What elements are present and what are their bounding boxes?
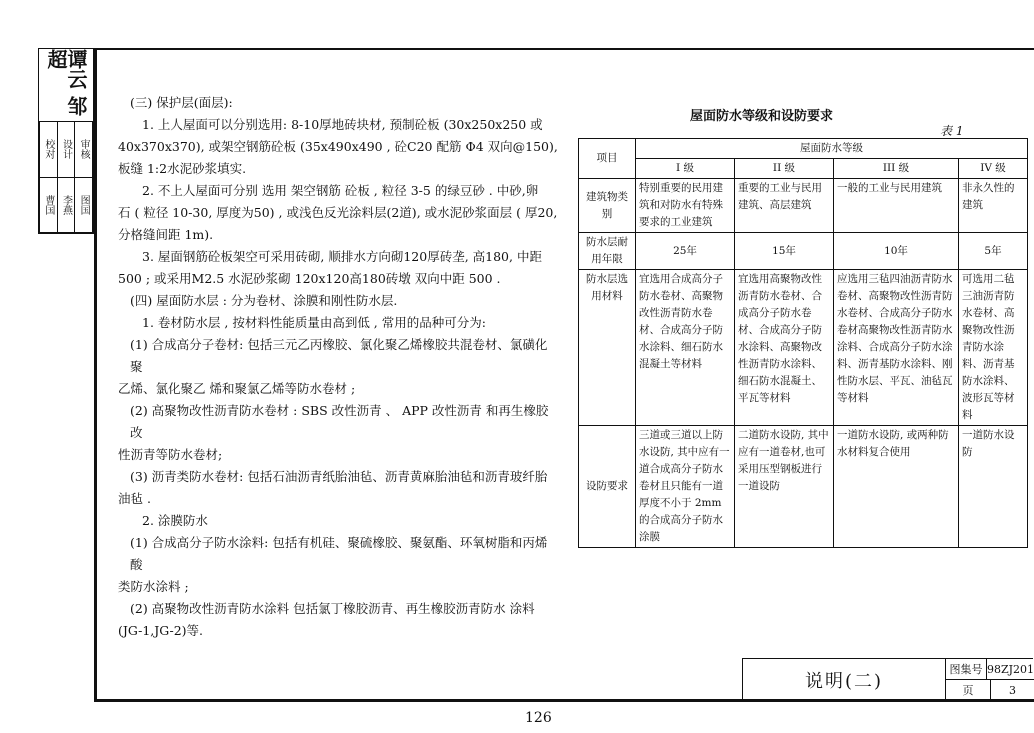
row-label: 建筑物类 别 [579,179,636,233]
table-cell: 25年 [636,233,735,270]
text-line: (2) 高聚物改性沥青防水涂料 包括氯丁橡胶沥青、再生橡胶沥青防水 涂料 [130,601,535,616]
table-cell: 重要的工业与民用建筑、高层建筑 [735,179,834,233]
text-line: 2. 涂膜防水 [142,513,208,528]
text-line: 分格缝间距 1m). [118,227,214,242]
text-line: 类防水涂料 ; [118,579,189,594]
table-cell: 5年 [959,233,1028,270]
grade-header: III 级 [834,159,959,179]
description-text [118,92,558,642]
text-line: 石 ( 粒径 10-30, 厚度为50) , 或浅色反光涂料层(2道), 或水泥砂浆面层 ( 厚20, [118,205,558,220]
table-cell: 宜选用高聚物改性沥青防水卷材、合成高分子防水卷材、合成高分子防水涂料、高聚物改性沥青防水涂料、细石防水混凝土、平瓦等材料 [735,270,834,426]
sheet-name: 说明(二) [804,671,884,692]
text-line: 3. 屋面钢筋砼板架空可采用砖砌, 顺排水方向砌120厚砖垄, 高180, 中距 [142,249,542,264]
table-cell: 宜选用合成高分子防水卷材、高聚物改性沥青防水卷材、合成高分子防水涂料、细石防水混凝土等材料 [636,270,735,426]
table-row [579,179,1028,233]
table-cell: 特别重要的民用建筑和对防水有特殊要求的工业建筑 [636,179,735,233]
sig-cell: 校对 [40,122,58,178]
table-cell: 10年 [834,233,959,270]
sig-cell: 设计 [57,122,75,178]
signature-strip [38,48,94,234]
row-label: 设防要求 [579,426,636,548]
table-cell: 一道防水设防, 或两种防水材料复合使用 [834,426,959,548]
atlas-value: 98ZJ201 [986,662,1034,676]
page-label: 页 [946,680,991,700]
handwritten-signature: 谭云 邹超 [44,49,88,116]
grade-header: II 级 [735,159,834,179]
grade-header: I 级 [636,159,735,179]
row-label: 防水层选用材料 [579,270,636,426]
text-line: (1) 合成高分子防水涂料: 包括有机硅、聚硫橡胶、聚氨酯、环氧树脂和丙烯酸 [130,535,548,572]
text-line: 40x370x370), 或架空钢筋砼板 (35x490x490 , 砼C20 配筋 Φ4 双向@150), [118,139,558,154]
table-cell: 可选用二毡三油沥青防水卷材、高聚物改性沥青防水涂料、沥青基防水涂料、波形瓦等材料 [959,270,1028,426]
table-row [579,426,1028,548]
table-cell: 三道或三道以上防水设防, 其中应有一道合成高分子防水卷材且只能有一道厚度不小于 2mm 的合成高分子防水涂膜 [636,426,735,548]
table-number: 表 1 [940,124,964,138]
row-label: 防水层耐用年限 [579,233,636,270]
table-row [579,233,1028,270]
grade-header: IV 级 [959,159,1028,179]
signature-table [39,121,93,233]
title-block [742,658,1033,701]
table-row [579,270,1028,426]
sig-cell: 图国 [75,177,93,233]
text-line: 性沥青等防水卷材; [118,447,223,462]
text-line: (1) 合成高分子卷材: 包括三元乙丙橡胶、氯化聚乙烯橡胶共混卷材、氯磺化聚 [130,337,548,374]
group-header: 屋面防水等级 [636,139,1028,159]
sig-cell: 李燕 [57,177,75,233]
text-line: (三) 保护层(面层): [130,95,233,110]
text-line: 乙烯、氯化聚乙 烯和聚氯乙烯等防水卷材 ; [118,381,356,396]
table-title: 屋面防水等级和设防要求 [690,109,834,124]
text-line: 板缝 1:2水泥砂浆填实. [118,161,247,176]
item-header: 项目 [579,139,636,179]
text-line: 油毡 . [118,491,151,506]
text-line: (3) 沥青类防水卷材: 包括石油沥青纸胎油毡、沥青黄麻胎油毡和沥青玻纤胎 [130,469,548,484]
text-line: 500 ; 或采用M2.5 水泥砂浆砌 120x120高180砖墩 双向中距 500 . [118,271,501,286]
text-line: 1. 上人屋面可以分别选用: 8-10厚地砖块材, 预制砼板 (30x250x250 或 [142,117,543,132]
page-number: 126 [525,710,552,726]
text-line: (JG-1,JG-2)等. [118,623,204,638]
table-cell: 一般的工业与民用建筑 [834,179,959,233]
table-cell: 二道防水设防, 其中应有一道卷材,也可采用压型钢板进行一道设防 [735,426,834,548]
table-cell: 一道防水设防 [959,426,1028,548]
title-block-grid [945,659,1034,701]
text-line: 1. 卷材防水层 , 按材料性能质量由高到低 , 常用的品种可分为: [142,315,486,330]
sig-cell: 曹国 [40,177,58,233]
atlas-label: 图集号 [946,659,987,679]
table-cell: 非永久性的建筑 [959,179,1028,233]
table-cell: 15年 [735,233,834,270]
text-line: (2) 高聚物改性沥青防水卷材 : SBS 改性沥青 、 APP 改性沥青 和再生橡胶改 [130,403,549,440]
sig-cell: 审核 [75,122,93,178]
table-cell: 应选用三毡四油沥青防水卷材、高聚物改性沥青防水卷材、合成高分子防水卷材高聚物改性沥青防水涂料、合成高分子防水涂料、沥青基防水涂料、刚性防水层、平瓦、油毡瓦等材料 [834,270,959,426]
waterproof-grade-table [578,138,1028,548]
page-value: 3 [1009,683,1016,697]
text-line: 2. 不上人屋面可分别 选用 架空钢筋 砼板 , 粒径 3-5 的绿豆砂 . 中砂,卵 [142,183,539,198]
text-line: (四) 屋面防水层 : 分为卷材、涂膜和刚性防水层. [130,293,398,308]
